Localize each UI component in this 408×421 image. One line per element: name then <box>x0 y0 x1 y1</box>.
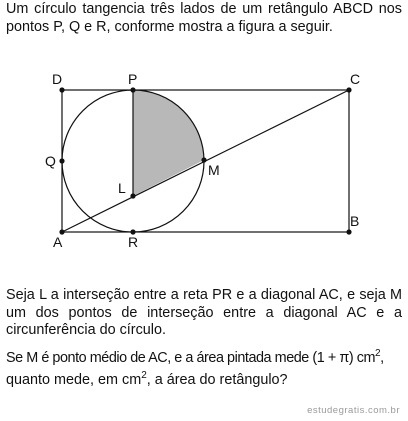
unit-exponent-2: 2 <box>141 370 147 382</box>
point-m <box>201 157 206 162</box>
problem-intro: Um círculo tangencia três lados de um retângulo ABCD nos pontos P, Q e R, conforme mostra a figura a seguir. <box>6 1 402 35</box>
unit-exponent-1: 2 <box>375 348 381 359</box>
point-p <box>130 87 135 92</box>
label-q: Q <box>45 153 56 169</box>
label-r: R <box>128 234 139 250</box>
watermark: estudegratis.com.br <box>307 405 400 416</box>
question-line-2-end: , a área do retângulo? <box>146 372 288 389</box>
label-b: B <box>350 213 360 229</box>
label-a: A <box>53 234 63 250</box>
question-line-2-text: quanto mede, em cm <box>6 372 142 389</box>
shaded-sector <box>133 90 204 196</box>
problem-definitions: Seja L a interseção entre a reta PR e a diagonal AC, e seja M um dos pontos de interseção entre a diagonal AC e a circunferência do círculo. <box>6 287 402 338</box>
point-l <box>130 193 135 198</box>
question-line-1-end: , <box>380 349 384 366</box>
label-l: L <box>118 180 126 196</box>
point-c <box>346 87 351 92</box>
question-line-2 <box>6 367 402 389</box>
question-line-1 <box>6 345 402 367</box>
label-p: P <box>128 71 138 87</box>
point-q <box>59 158 64 163</box>
question-line-1-text: Se M é ponto médio de AC, e a área pintada mede (1 + π) cm <box>6 349 375 366</box>
point-d <box>59 87 64 92</box>
problem-question <box>6 345 402 390</box>
label-c: C <box>350 71 361 87</box>
label-m: M <box>208 162 220 178</box>
point-b <box>346 229 351 234</box>
label-d: D <box>52 71 63 87</box>
